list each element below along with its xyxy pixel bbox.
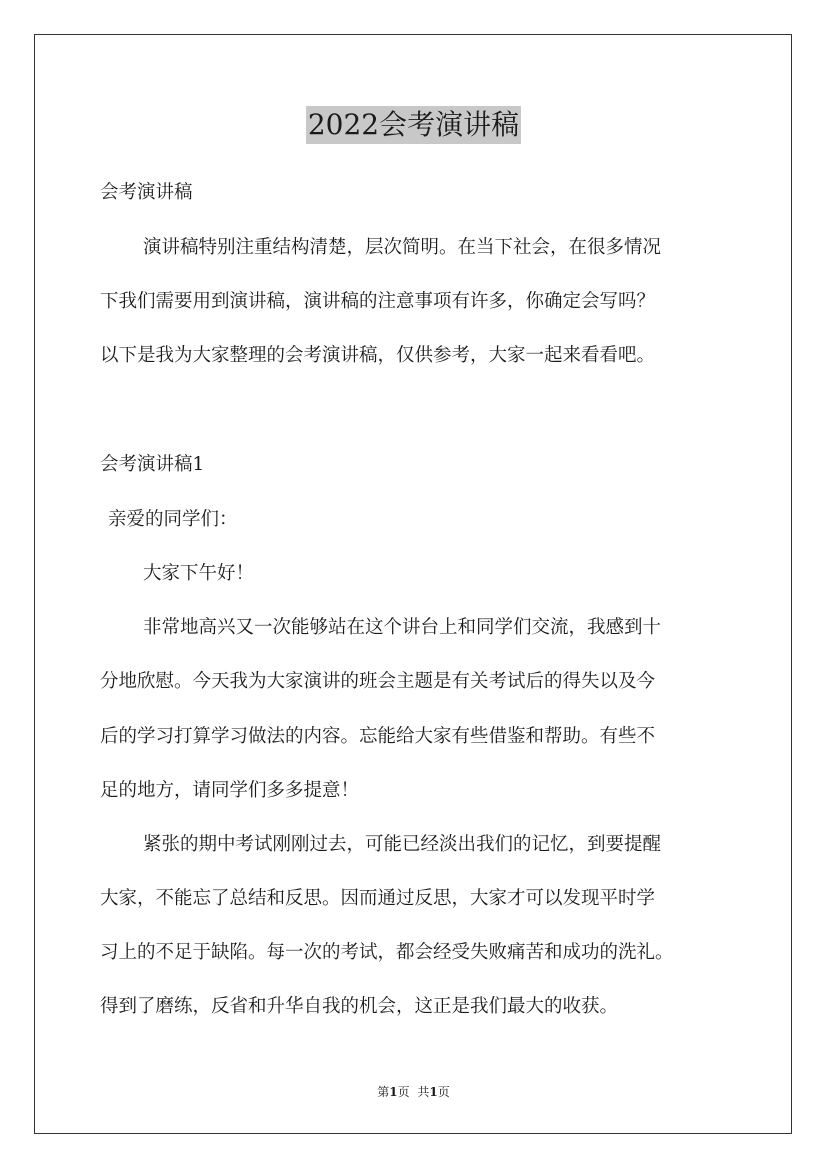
document-title: 2022会考演讲稿 — [0, 104, 827, 144]
paragraph-line: 习上的不足于缺陷。每一次的考试，都会经受失败痛苦和成功的洗礼。 — [100, 942, 674, 963]
paragraph-line: 得到了磨练，反省和升华自我的机会，这正是我们最大的收获。 — [100, 996, 619, 1017]
intro-heading: 会考演讲稿 — [100, 182, 193, 203]
salutation: 亲爱的同学们： — [108, 509, 238, 530]
footer-prefix: 第 — [377, 1085, 390, 1099]
section-heading: 会考演讲稿1 — [100, 454, 205, 475]
paragraph-line: 非常地高兴又一次能够站在这个讲台上和同学们交流，我感到十 — [143, 617, 662, 638]
paragraph-line: 分地欣慰。今天我为大家演讲的班会主题是有关考试后的得失以及今 — [100, 671, 656, 692]
paragraph-line: 足的地方，请同学们多多提意！ — [100, 780, 360, 801]
paragraph-line: 大家，不能忘了总结和反思。因而通过反思，大家才可以发现平时学 — [100, 888, 656, 909]
paragraph-line: 后的学习打算学习做法的内容。忘能给大家有些借鉴和帮助。有些不 — [100, 726, 656, 747]
footer-page-unit: 页 — [397, 1085, 410, 1099]
intro-line: 以下是我为大家整理的会考演讲稿，仅供参考，大家一起来看看吧。 — [100, 345, 656, 366]
intro-line: 演讲稿特别注重结构清楚，层次简明。在当下社会，在很多情况 — [143, 237, 662, 258]
footer-total-pages: 1 — [429, 1085, 438, 1099]
footer-total-prefix: 共 — [417, 1085, 430, 1099]
footer-total-unit: 页 — [437, 1085, 450, 1099]
intro-line: 下我们需要用到演讲稿，演讲稿的注意事项有许多，你确定会写吗？ — [100, 291, 656, 312]
paragraph-line: 紧张的期中考试刚刚过去，可能已经淡出我们的记忆，到要提醒 — [143, 834, 662, 855]
footer-page-number: 1 — [389, 1085, 398, 1099]
greeting: 大家下午好！ — [143, 563, 255, 584]
page-footer — [0, 1084, 827, 1100]
